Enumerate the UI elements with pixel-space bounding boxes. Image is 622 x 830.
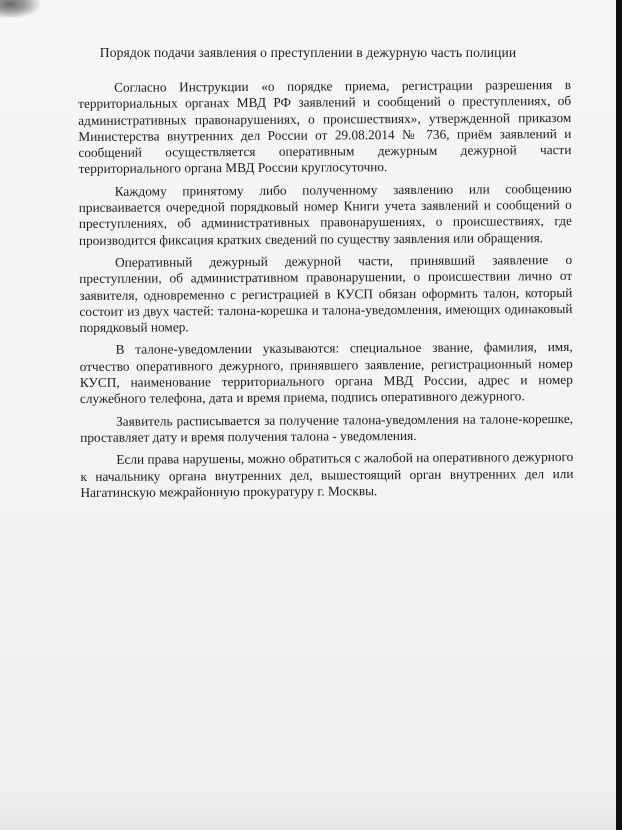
paragraph-talon-details: В талоне-уведомлении указываются: специальное звание, фамилия, имя, отчество оперативного дежурного, принявшего заявление, регистрационный номер КУСП, наименование территориального органа МВД России, адрес и номер служебного телефона, дата и время приема, подпись оперативного дежурного. <box>79 339 573 407</box>
paragraph-signature: Заявитель расписывается за получение талона-уведомления на талоне-корешке, проставляет дату и время получения талона - уведомления. <box>80 410 574 445</box>
document-body <box>78 77 574 507</box>
paragraph-complaint: Если права нарушены, можно обратиться с жалобой на оперативного дежурного к начальнику органа внутренних дел, вышестоящий орган внутренних дел или Нагатинскую межрайонную прокуратуру г. Москвы. <box>80 449 574 500</box>
paragraph-instruction: Согласно Инструкции «о порядке приема, регистрации разрешения в территориальных органах МВД РФ заявлений и сообщений о преступлениях, об административных правонарушениях, о происшествиях», утвержденной приказом Министерства внутренних дел России от 29.08.2014 № 736, приём заявлений и сообщений осуществляется оперативным дежурным дежурной части территориального органа МВД России круглосуточно. <box>78 76 572 177</box>
dark-page-edge <box>616 0 622 830</box>
page-shadow <box>0 800 616 830</box>
document-title: Порядок подачи заявления о преступлении в дежурную часть полиции <box>99 45 517 60</box>
paragraph-numbering: Каждому принятому либо полученному заявлению или сообщению присваивается очередной порядковый номер Книги учета заявлений и сообщений о преступлениях, об административных правонарушениях, о происшествиях, где производится фиксация кратких сведений по существу заявления или обращения. <box>78 180 572 248</box>
corner-smudge <box>0 0 40 18</box>
paragraph-talon: Оперативный дежурный дежурной части, принявший заявление о преступлении, об административном правонарушении, о происшествии лично от заявителя, одновременно с регистрацией в КУСП обязан оформить талон, который состоит из двух частей: талона-корешка и талона-уведомления, имеющих одинаковый порядковый номер. <box>79 251 573 336</box>
